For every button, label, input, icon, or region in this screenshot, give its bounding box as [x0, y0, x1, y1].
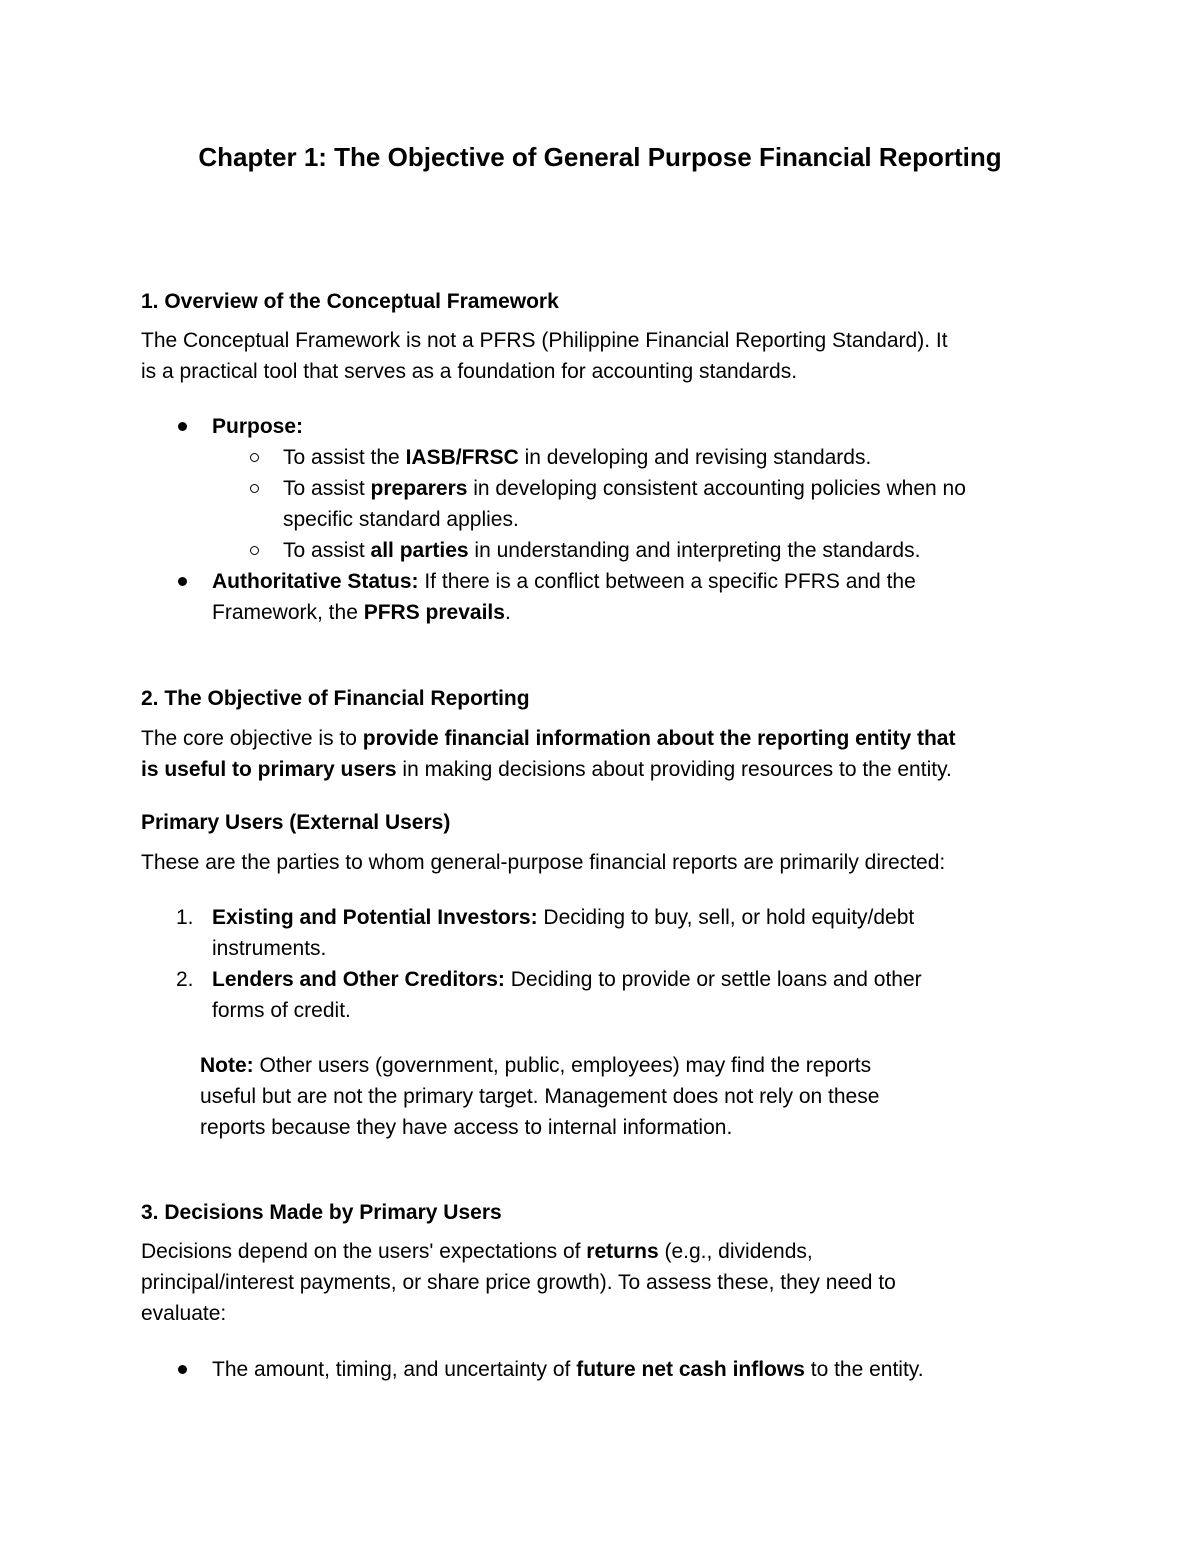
purpose-item-2: To assist preparers in developing consistent accounting policies when no — [283, 477, 966, 500]
section-1-intro-line-2: is a practical tool that serves as a foundation for accounting standards. — [141, 360, 798, 383]
circle-bullet-icon — [250, 546, 259, 555]
user-lenders-line-2: forms of credit. — [212, 999, 351, 1022]
note-line-2: useful but are not the primary target. Management does not rely on these — [200, 1085, 880, 1108]
circle-bullet-icon — [250, 453, 259, 462]
authoritative-status: Authoritative Status: If there is a conflict between a specific PFRS and the — [212, 570, 916, 593]
user-investors-line-2: instruments. — [212, 937, 327, 960]
list-number: 1. — [176, 906, 194, 929]
page-title: Chapter 1: The Objective of General Purpose Financial Reporting — [198, 142, 1002, 172]
authoritative-status-line-2: Framework, the PFRS prevails. — [212, 601, 511, 624]
primary-users-heading: Primary Users (External Users) — [141, 811, 451, 834]
cash-inflows-bullet: The amount, timing, and uncertainty of future net cash inflows to the entity. — [212, 1358, 924, 1381]
bullet-icon — [178, 422, 187, 431]
section-3-line-3: evaluate: — [141, 1302, 227, 1325]
purpose-item-1: To assist the IASB/FRSC in developing and revising standards. — [283, 446, 872, 469]
purpose-item-2-line-2: specific standard applies. — [283, 508, 519, 531]
note-line-3: reports because they have access to internal information. — [200, 1116, 733, 1139]
note-line-1: Note: Other users (government, public, employees) may find the reports — [200, 1054, 872, 1077]
section-3-line-2: principal/interest payments, or share price growth). To assess these, they need to — [141, 1271, 896, 1294]
purpose-item-3: To assist all parties in understanding and interpreting the standards. — [283, 539, 921, 562]
bullet-icon — [178, 1365, 187, 1374]
user-investors: Existing and Potential Investors: Deciding to buy, sell, or hold equity/debt — [212, 906, 915, 929]
section-3-line-1: Decisions depend on the users' expectations of returns (e.g., dividends, — [141, 1240, 813, 1263]
section-2-heading: 2. The Objective of Financial Reporting — [141, 687, 530, 710]
circle-bullet-icon — [250, 484, 259, 493]
list-number: 2. — [176, 968, 194, 991]
user-lenders: Lenders and Other Creditors: Deciding to provide or settle loans and other — [212, 968, 922, 991]
purpose-label: Purpose: — [212, 415, 304, 438]
section-1-intro-line-1: The Conceptual Framework is not a PFRS (Philippine Financial Reporting Standard). It — [141, 329, 948, 352]
core-objective-line-1: The core objective is to provide financial information about the reporting entity that — [141, 727, 956, 750]
section-1-heading: 1. Overview of the Conceptual Framework — [141, 290, 559, 313]
core-objective-line-2: is useful to primary users in making decisions about providing resources to the entity. — [141, 758, 952, 781]
section-3-heading: 3. Decisions Made by Primary Users — [141, 1201, 502, 1224]
primary-users-intro: These are the parties to whom general-purpose financial reports are primarily directed: — [141, 851, 946, 874]
bullet-icon — [178, 577, 187, 586]
